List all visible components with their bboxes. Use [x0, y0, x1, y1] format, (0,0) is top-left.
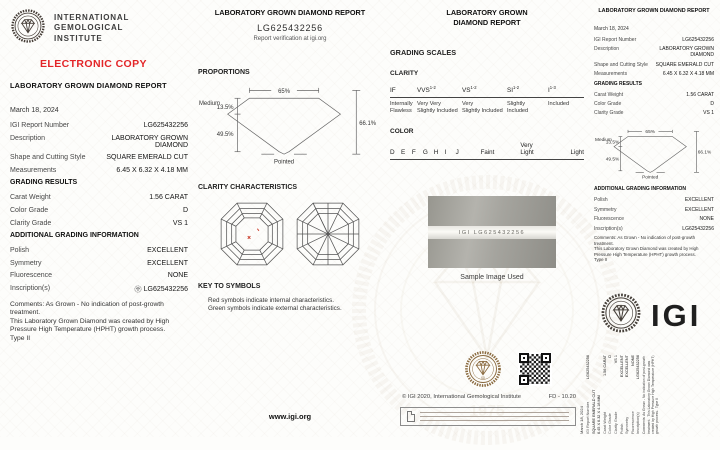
row-polish: Polish EXCELLENT	[10, 247, 188, 255]
form-code: FD - 10.20	[548, 394, 576, 400]
panel4-title: LABORATORY GROWN DIAMOND REPORT	[598, 8, 710, 14]
row-symmetry: Symmetry EXCELLENT	[10, 259, 188, 267]
row-fluorescence: Fluorescence NONE	[594, 216, 714, 223]
document-icon	[407, 411, 415, 422]
clarity-characteristics-heading: CLARITY CHARACTERISTICS	[198, 184, 298, 191]
row-shape: Shape and Cutting Style SQUARE EMERALD CUT	[10, 154, 188, 162]
clarity-scale-heading: CLARITY	[390, 70, 419, 77]
depth-percent: 66.1%	[359, 120, 377, 127]
grading-results-rows	[10, 194, 188, 226]
institute-name: INTERNATIONAL GEMOLOGICAL INSTITUTE	[54, 12, 130, 43]
igi-seal-icon	[10, 8, 46, 49]
row-carat-weight: Carat Weight 1.56 CARAT	[10, 194, 188, 202]
grading-scales-heading: GRADING SCALES	[390, 48, 457, 57]
proportions-diagram-small	[595, 126, 713, 180]
sample-photo	[428, 196, 556, 268]
svg-text:13.5%: 13.5%	[605, 140, 620, 146]
panel2-report-number: LG625432256	[257, 23, 323, 33]
color-scale-heading: COLOR	[390, 127, 414, 135]
row-inscription: Inscription(s) LG625432256	[594, 225, 714, 232]
pavilion-percent: 49.5%	[216, 131, 234, 138]
additional-grading-heading: ADDITIONAL GRADING INFORMATION	[10, 232, 139, 240]
grading-results-heading: GRADING RESULTS	[10, 179, 78, 187]
report-panel-summary: LABORATORY GROWN DIAMOND REPORT March 18, 2024 IGI Report Number LG625432256 Description LABORATORY GROWN DIAMOND Shape and Cutting Style SQUARE EMERALD CUT Measurements 6.45 X 6.32 X 4.18 MM GRADING RESULTS Carat Weight 1.56 CARAT Color Grade D Clarity Grade VS 1 65% Medium 13.5% 49.5% 66.1% Pointed ADDITIONAL GRADING INFORMATION Polish EXCELLENT Symmetry EXCELLENT Fluorescence NONE Inscription(s) LG625432256 Comments: As Grown - No indication of post-growth treatment. This Laboratory Grown Diamond was created by High Pressure High Temperature (HPHT) growth process. Type II IGI	[594, 8, 714, 428]
row-symmetry: Symmetry EXCELLENT	[594, 206, 714, 213]
key-to-symbols-lines: Red symbols indicate internal characteristics. Green symbols indicate external characteristics.	[208, 297, 342, 313]
row-color-grade: Color Grade D	[10, 206, 188, 214]
report-title: LABORATORY GROWN DIAMOND REPORT	[10, 81, 167, 90]
row-shape: Shape and Cutting Style SQUARE EMERALD CUT	[594, 61, 714, 68]
row-clarity-grade: Clarity Grade VS 1	[10, 219, 188, 227]
row-inscription: Inscription(s) LG625432256	[10, 284, 188, 294]
svg-text:Medium: Medium	[595, 138, 612, 144]
crown-percent: 13.5%	[216, 105, 234, 112]
igi-seal-icon	[134, 285, 142, 295]
culet-label: Pointed	[274, 159, 295, 166]
report-date: March 18, 2024	[10, 107, 59, 114]
row-clarity-grade: Clarity Grade VS 1	[594, 110, 714, 117]
panel4-date: March 18, 2024	[594, 26, 629, 32]
igi-logo	[10, 8, 188, 49]
svg-text:Pointed: Pointed	[642, 175, 659, 181]
svg-text:IGI: IGI	[480, 375, 486, 380]
crown-view-diagram	[219, 201, 285, 267]
svg-text:65%: 65%	[645, 130, 655, 136]
report-panel-scales	[390, 8, 584, 428]
clarity-scale-grades: IF VVS$^{1-2}$ VS$^{1-2}$ SI$^{1-2}$ $I^{1-3}$	[390, 85, 584, 98]
inclusion-symbols	[248, 229, 259, 239]
svg-text:66.1%: 66.1%	[697, 150, 712, 156]
row-polish: Polish EXCELLENT	[594, 197, 714, 204]
row-carat-weight: Carat Weight 1.56 CARAT	[594, 91, 714, 98]
color-scale-row: D E F G H I J Faint Very Light Light	[390, 142, 584, 160]
igi-website: www.igi.org	[268, 412, 312, 421]
electronic-copy-label: ELECTRONIC COPY	[40, 58, 147, 70]
girdle-label: Medium	[198, 101, 221, 108]
igi-wordmark: IGI	[651, 297, 702, 333]
row-description: Description LABORATORY GROWN DIAMOND	[10, 134, 188, 149]
row-color-grade: Color Grade D	[594, 100, 714, 107]
table-percent: 65%	[278, 88, 290, 95]
disclaimer-box	[400, 407, 576, 426]
row-report-number: IGI Report Number LG625432256	[594, 37, 714, 43]
row-description: Description LABORATORY GROWN DIAMOND	[594, 46, 714, 59]
pavilion-view-diagram	[295, 201, 361, 267]
row-report-number: IGI Report Number LG625432256	[10, 122, 188, 129]
key-to-symbols-heading: KEY TO SYMBOLS	[198, 283, 261, 290]
svg-text:49.5%: 49.5%	[605, 157, 620, 163]
igi-gold-seal	[464, 350, 502, 393]
comments-block-small: Comments: As Grown - No indication of post-growth treatment. This Laboratory Grown Diamond was created by High Pressure High Temperature (HPHT) growth process. Type II	[594, 234, 699, 263]
row-measurements: Measurements 6.45 X 6.32 X 4.18 MM	[10, 166, 188, 174]
additional-rows	[10, 247, 188, 295]
clarity-scale-descriptions: Internally Flawless Very Very Slightly Included Very Slightly Included Slightly Included Included	[390, 101, 570, 114]
row-measurements: Measurements 6.45 X 6.32 X 4.18 MM	[594, 71, 714, 78]
proportions-heading: PROPORTIONS	[198, 69, 250, 76]
fine-print-text	[420, 412, 569, 421]
report-panel-left	[10, 8, 188, 428]
copyright-row	[402, 394, 576, 400]
qr-code	[518, 352, 552, 386]
igi-logo-large	[600, 292, 701, 339]
row-fluorescence: Fluorescence NONE	[10, 272, 188, 280]
report-panel-proportions	[198, 8, 382, 428]
comments-block: Comments: As Grown - No indication of post-growth treatment. This Laboratory Grown Diamond was created by High Pressure High Temperature (HPHT) growth process. Type II	[10, 300, 170, 342]
panel3-title: LABORATORY GROWN DIAMOND REPORT	[446, 8, 528, 27]
detachable-stub: March 18, 2024 IGI Report Number LG625432256 SQUARE EMERALD CUT 6.45 X 6.32 X 4.18 MM Carat Weight 1.56 CARAT Color Grade D Clarity Grade VS 1 Polish EXCELLENT Symmetry EXCELLENT Fluorescence NONE Inscription(s) LG625432256 Comments: As Grown - No indication of post-growth treatment.This Laboratory Grown Diamond was created by High Pressure High Temperature (HPHT) growth process.Type II	[579, 355, 659, 434]
sample-caption: Sample Image Used	[460, 274, 524, 281]
laser-inscription: IGI LG625432256	[458, 229, 526, 236]
igi-seal-icon	[600, 292, 642, 339]
panel2-title: LABORATORY GROWN DIAMOND REPORT	[214, 8, 366, 17]
clarity-plot-diagrams	[198, 201, 382, 267]
copyright-text: © IGI 2020, International Gemological Institute	[402, 394, 521, 400]
proportions-diagram	[198, 82, 382, 166]
verification-note: Report verification at igi.org	[253, 36, 327, 42]
identification-rows	[10, 122, 188, 174]
